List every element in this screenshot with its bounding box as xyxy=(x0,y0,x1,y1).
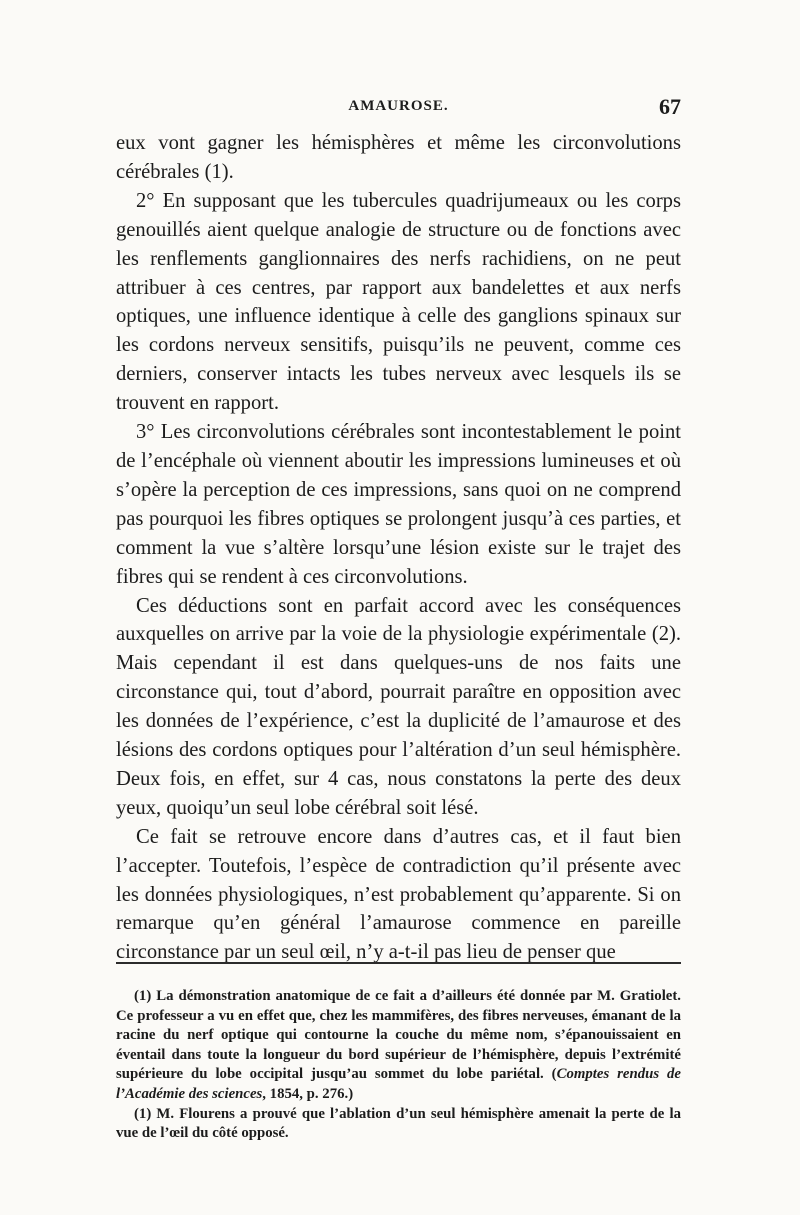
footnote-1-journal: Comptes rendus de l’Académie des sciences xyxy=(116,1066,682,1102)
page-header xyxy=(116,94,681,122)
paragraph-5: Ce fait se retrouve encore dans d’autres cas, et il faut bien l’accepter. Toutefois, l’espèce de contradiction qu’il présente avec les données physiologiques, n’est probablement qu’apparente. Si on remarque qu’en général l’amaurose commence en pareille circonstance par un seul œil, n’y a-t-il pas lieu de penser que xyxy=(116,825,681,964)
main-text xyxy=(116,129,681,967)
footnotes xyxy=(116,987,681,1144)
footnote-2: (1) M. Flourens a prouvé que l’ablation d’un seul hémisphère amenait la perte de la vue de l’œil du côté opposé. xyxy=(116,1105,681,1142)
footnote-separator xyxy=(116,962,681,964)
paragraph-4: Ces déductions sont en parfait accord avec les conséquences auxquelles on arrive par la voie de la physiologie expérimentale (2). Mais cependant il est dans quelques-uns de nos faits une circonstance qui, tout d’abord, pourrait paraître en opposition avec les données de l’expérience, c’est la duplicité de l’amaurose et des lésions des cordons optiques pour l’altération d’un seul hémisphère. Deux fois, en effet, sur 4 cas, nous constatons la perte des deux yeux, quoiqu’un seul lobe cérébral soit lésé. xyxy=(116,594,681,819)
paragraph-3: 3° Les circonvolutions cérébrales sont incontestablement le point de l’encéphale où viennent aboutir les impressions lumineuses et où s’opère la perception de ces impressions, sans quoi on ne comprend pas pourquoi les fibres optiques se prolongent jusqu’à ces parties, et comment la vue s’altère lorsqu’une lésion existe sur le trajet des fibres qui se rendent à ces circonvolutions. xyxy=(116,421,681,588)
footnote-1-reference: , 1854, p. 276.) xyxy=(262,1085,354,1102)
footnote-1 xyxy=(116,987,681,1105)
running-title: AMAUROSE. xyxy=(348,98,449,114)
page-number: 67 xyxy=(659,94,681,119)
paragraph-2: 2° En supposant que les tubercules quadrijumeaux ou les corps genouillés aient quelque analogie de structure ou de fonctions avec les renflements ganglionnaires des nerfs rachidiens, on ne peut attribuer à ces centres, par rapport aux bandelettes et aux nerfs optiques, une influence identique à celle des ganglions spinaux sur les cordons nerveux sensitifs, puisqu’ils ne peuvent, comme ces derniers, conserver intacts les tubes nerveux avec lesquels ils se trouvent en rapport. xyxy=(116,189,681,415)
paragraph-1: eux vont gagner les hémisphères et même les circonvolutions cérébrales (1). xyxy=(116,132,681,183)
footnote-1-text: (1) La démonstration anatomique de ce fait a d’ailleurs été donnée par M. Gratiolet. Ce professeur a vu en effet que, chez les mammifères, des fibres nerveuses, émanant de la racine du nerf optique qui contourne la couche du même nom, s’épanouissaient en éventail dans toute la longueur du bord supérieur de l’hémisphère, depuis l’extrémité supérieure du lobe occipital jusqu’au sommet du lobe pariétal. ( xyxy=(116,988,681,1083)
